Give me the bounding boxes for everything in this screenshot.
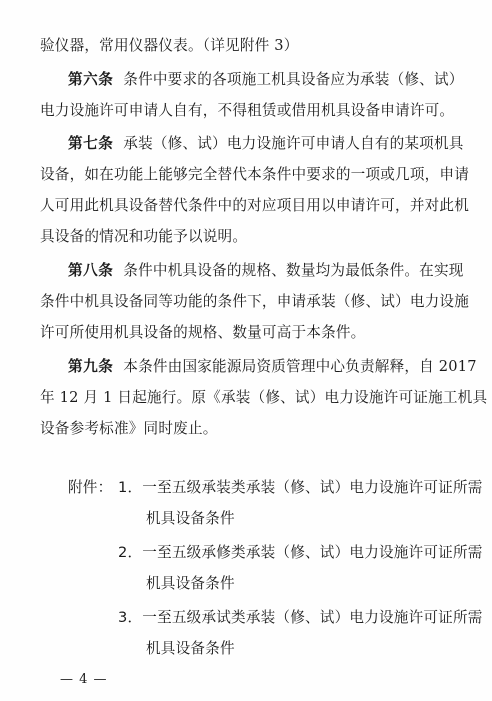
article-7-text: 承装（修、试）电力设施许可申请人自有的某项机具 (123, 135, 464, 152)
article-8-line-3: 许可所使用机具设备的规格、数量可高于本条件。 (40, 324, 366, 341)
attachment-2-title: 一至五级承修类承装（修、试）电力设施许可证所需 (142, 544, 483, 561)
article-9-line-3: 设备参考标准》同时废止。 (40, 420, 218, 437)
article-7-line-3: 人可用此机具设备替代条件中的对应项目用以申请许可，并对此机 (40, 197, 470, 214)
article-6-line-2: 电力设施许可申请人自有，不得租赁或借用机具设备申请许可。 (40, 102, 455, 119)
attachment-2-number: 2． (118, 544, 143, 561)
attachment-2-line-1 (118, 543, 483, 563)
page-number: — 4 — (60, 672, 108, 687)
article-7-heading: 第七条 (68, 135, 114, 152)
attachment-1-line-2: 机具设备条件 (146, 510, 235, 527)
article-7-line-4: 具设备的情况和功能予以说明。 (40, 228, 248, 245)
attachment-1-title: 一至五级承装类承装（修、试）电力设施许可证所需 (142, 479, 483, 496)
article-6-text: 条件中要求的各项施工机具设备应为承装（修、试） (123, 71, 464, 88)
article-7-line-2: 设备，如在功能上能够完全替代本条件中要求的一项或几项，申请 (40, 166, 470, 183)
article-9-text: 本条件由国家能源局资质管理中心负责解释，自 2017 (123, 358, 477, 375)
article-8-heading: 第八条 (68, 262, 114, 279)
attachment-3-line-1 (118, 608, 483, 628)
attachment-1-line-1 (118, 478, 483, 498)
article-9-line-2: 年 12 月 1 日起施行。原《承装（修、试）电力设施许可证施工机具 (40, 389, 488, 406)
attachment-2-line-2: 机具设备条件 (146, 575, 235, 592)
attachment-3-line-2: 机具设备条件 (146, 640, 235, 657)
article-7-line-1 (68, 134, 464, 154)
attachment-1-number: 1． (118, 479, 143, 496)
attachment-3-title: 一至五级承试类承装（修、试）电力设施许可证所需 (142, 609, 483, 626)
article-6-line-1 (68, 70, 464, 90)
article-8-line-1 (68, 261, 464, 281)
attachments-label: 附件： (68, 479, 113, 496)
article-8-text: 条件中机具设备的规格、数量均为最低条件。在实现 (123, 262, 464, 279)
attachment-3-number: 3． (118, 609, 143, 626)
article-8-line-2: 条件中机具设备同等功能的条件下，申请承装（修、试）电力设施 (40, 293, 470, 310)
article-9-line-1 (68, 357, 477, 377)
text-line: 验仪器，常用仪器仪表。（详见附件 3） (40, 37, 299, 54)
article-9-heading: 第九条 (68, 358, 114, 375)
article-6-heading: 第六条 (68, 71, 114, 88)
